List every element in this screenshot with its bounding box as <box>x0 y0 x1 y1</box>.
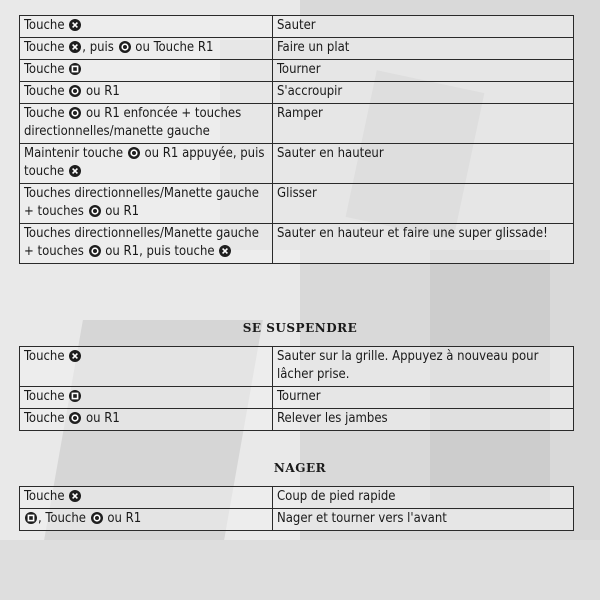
table-row <box>20 60 574 82</box>
action-cell: Glisser <box>273 184 574 224</box>
control-text: Touche <box>24 62 69 77</box>
control-input-cell <box>20 38 273 60</box>
table-row <box>20 347 574 387</box>
control-text: Touches directionnelles/Manette gauche + touches <box>24 186 259 219</box>
control-text: Touche <box>24 40 69 55</box>
control-input-cell <box>20 184 273 224</box>
control-text: ou R1 <box>103 511 142 526</box>
control-text: , puis <box>82 40 118 55</box>
control-input-cell <box>20 16 273 38</box>
table-row <box>20 509 574 531</box>
action-cell: Coup de pied rapide <box>273 487 574 509</box>
control-input-cell <box>20 387 273 409</box>
control-input-cell <box>20 60 273 82</box>
cross-button-icon <box>69 490 81 502</box>
square-button-icon <box>69 390 81 402</box>
action-cell: Tourner <box>273 60 574 82</box>
control-input-cell <box>20 144 273 184</box>
circle-button-icon <box>69 107 81 119</box>
cross-button-icon <box>69 19 81 31</box>
table-row <box>20 104 574 144</box>
action-cell: S'accroupir <box>273 82 574 104</box>
control-text: ou R1 <box>82 411 120 426</box>
control-text: Maintenir touche <box>24 146 127 161</box>
action-cell: Sauter <box>273 16 574 38</box>
action-cell: Tourner <box>273 387 574 409</box>
control-text: Touches directionnelles/Manette gauche + touches <box>24 226 259 259</box>
cross-button-icon <box>219 245 231 257</box>
control-text: Touche <box>24 18 69 33</box>
square-button-icon <box>69 63 81 75</box>
control-input-cell <box>20 487 273 509</box>
cross-button-icon <box>69 165 81 177</box>
circle-button-icon <box>69 412 81 424</box>
control-text: Touche <box>24 389 69 404</box>
table-row <box>20 224 574 264</box>
control-text: ou R1 <box>101 204 140 219</box>
cross-button-icon <box>69 350 81 362</box>
table-row <box>20 387 574 409</box>
cross-button-icon <box>69 41 81 53</box>
control-text: Touche <box>24 106 69 121</box>
control-input-cell <box>20 509 273 531</box>
circle-button-icon <box>89 205 101 217</box>
action-cell: Relever les jambes <box>273 409 574 431</box>
action-cell: Sauter en hauteur et faire une super glissade! <box>273 224 574 264</box>
control-input-cell <box>20 104 273 144</box>
circle-button-icon <box>128 147 140 159</box>
action-cell: Sauter en hauteur <box>273 144 574 184</box>
circle-button-icon <box>69 85 81 97</box>
control-text: ou R1 appuyée, puis touche <box>24 146 265 179</box>
action-cell: Faire un plat <box>273 38 574 60</box>
action-cell: Ramper <box>273 104 574 144</box>
circle-button-icon <box>91 512 103 524</box>
control-input-cell <box>20 224 273 264</box>
table-row <box>20 184 574 224</box>
section-heading-swim: NAGER <box>273 461 327 475</box>
controls-table-swim <box>19 486 574 531</box>
circle-button-icon <box>89 245 101 257</box>
control-text: ou Touche R1 <box>131 40 214 55</box>
control-text: ou R1, puis touche <box>101 244 219 259</box>
square-button-icon <box>25 512 37 524</box>
table-row <box>20 144 574 184</box>
control-text: ou R1 <box>82 84 120 99</box>
control-text: , Touche <box>38 511 90 526</box>
table-row <box>20 38 574 60</box>
controls-table-move <box>19 15 574 264</box>
section-heading-hang: SE SUSPENDRE <box>242 321 358 335</box>
control-text: Touche <box>24 411 69 426</box>
controls-table-hang <box>19 346 574 431</box>
control-text: Touche <box>24 489 69 504</box>
control-input-cell <box>20 347 273 387</box>
control-text: Touche <box>24 349 69 364</box>
action-cell: Nager et tourner vers l'avant <box>273 509 574 531</box>
table-row <box>20 82 574 104</box>
table-row <box>20 409 574 431</box>
circle-button-icon <box>119 41 131 53</box>
control-text: ou R1 enfoncée + touches directionnelles/manette gauche <box>24 106 242 139</box>
table-row <box>20 16 574 38</box>
control-input-cell <box>20 409 273 431</box>
control-input-cell <box>20 82 273 104</box>
table-row <box>20 487 574 509</box>
action-cell: Sauter sur la grille. Appuyez à nouveau pour lâcher prise. <box>273 347 574 387</box>
control-text: Touche <box>24 84 69 99</box>
